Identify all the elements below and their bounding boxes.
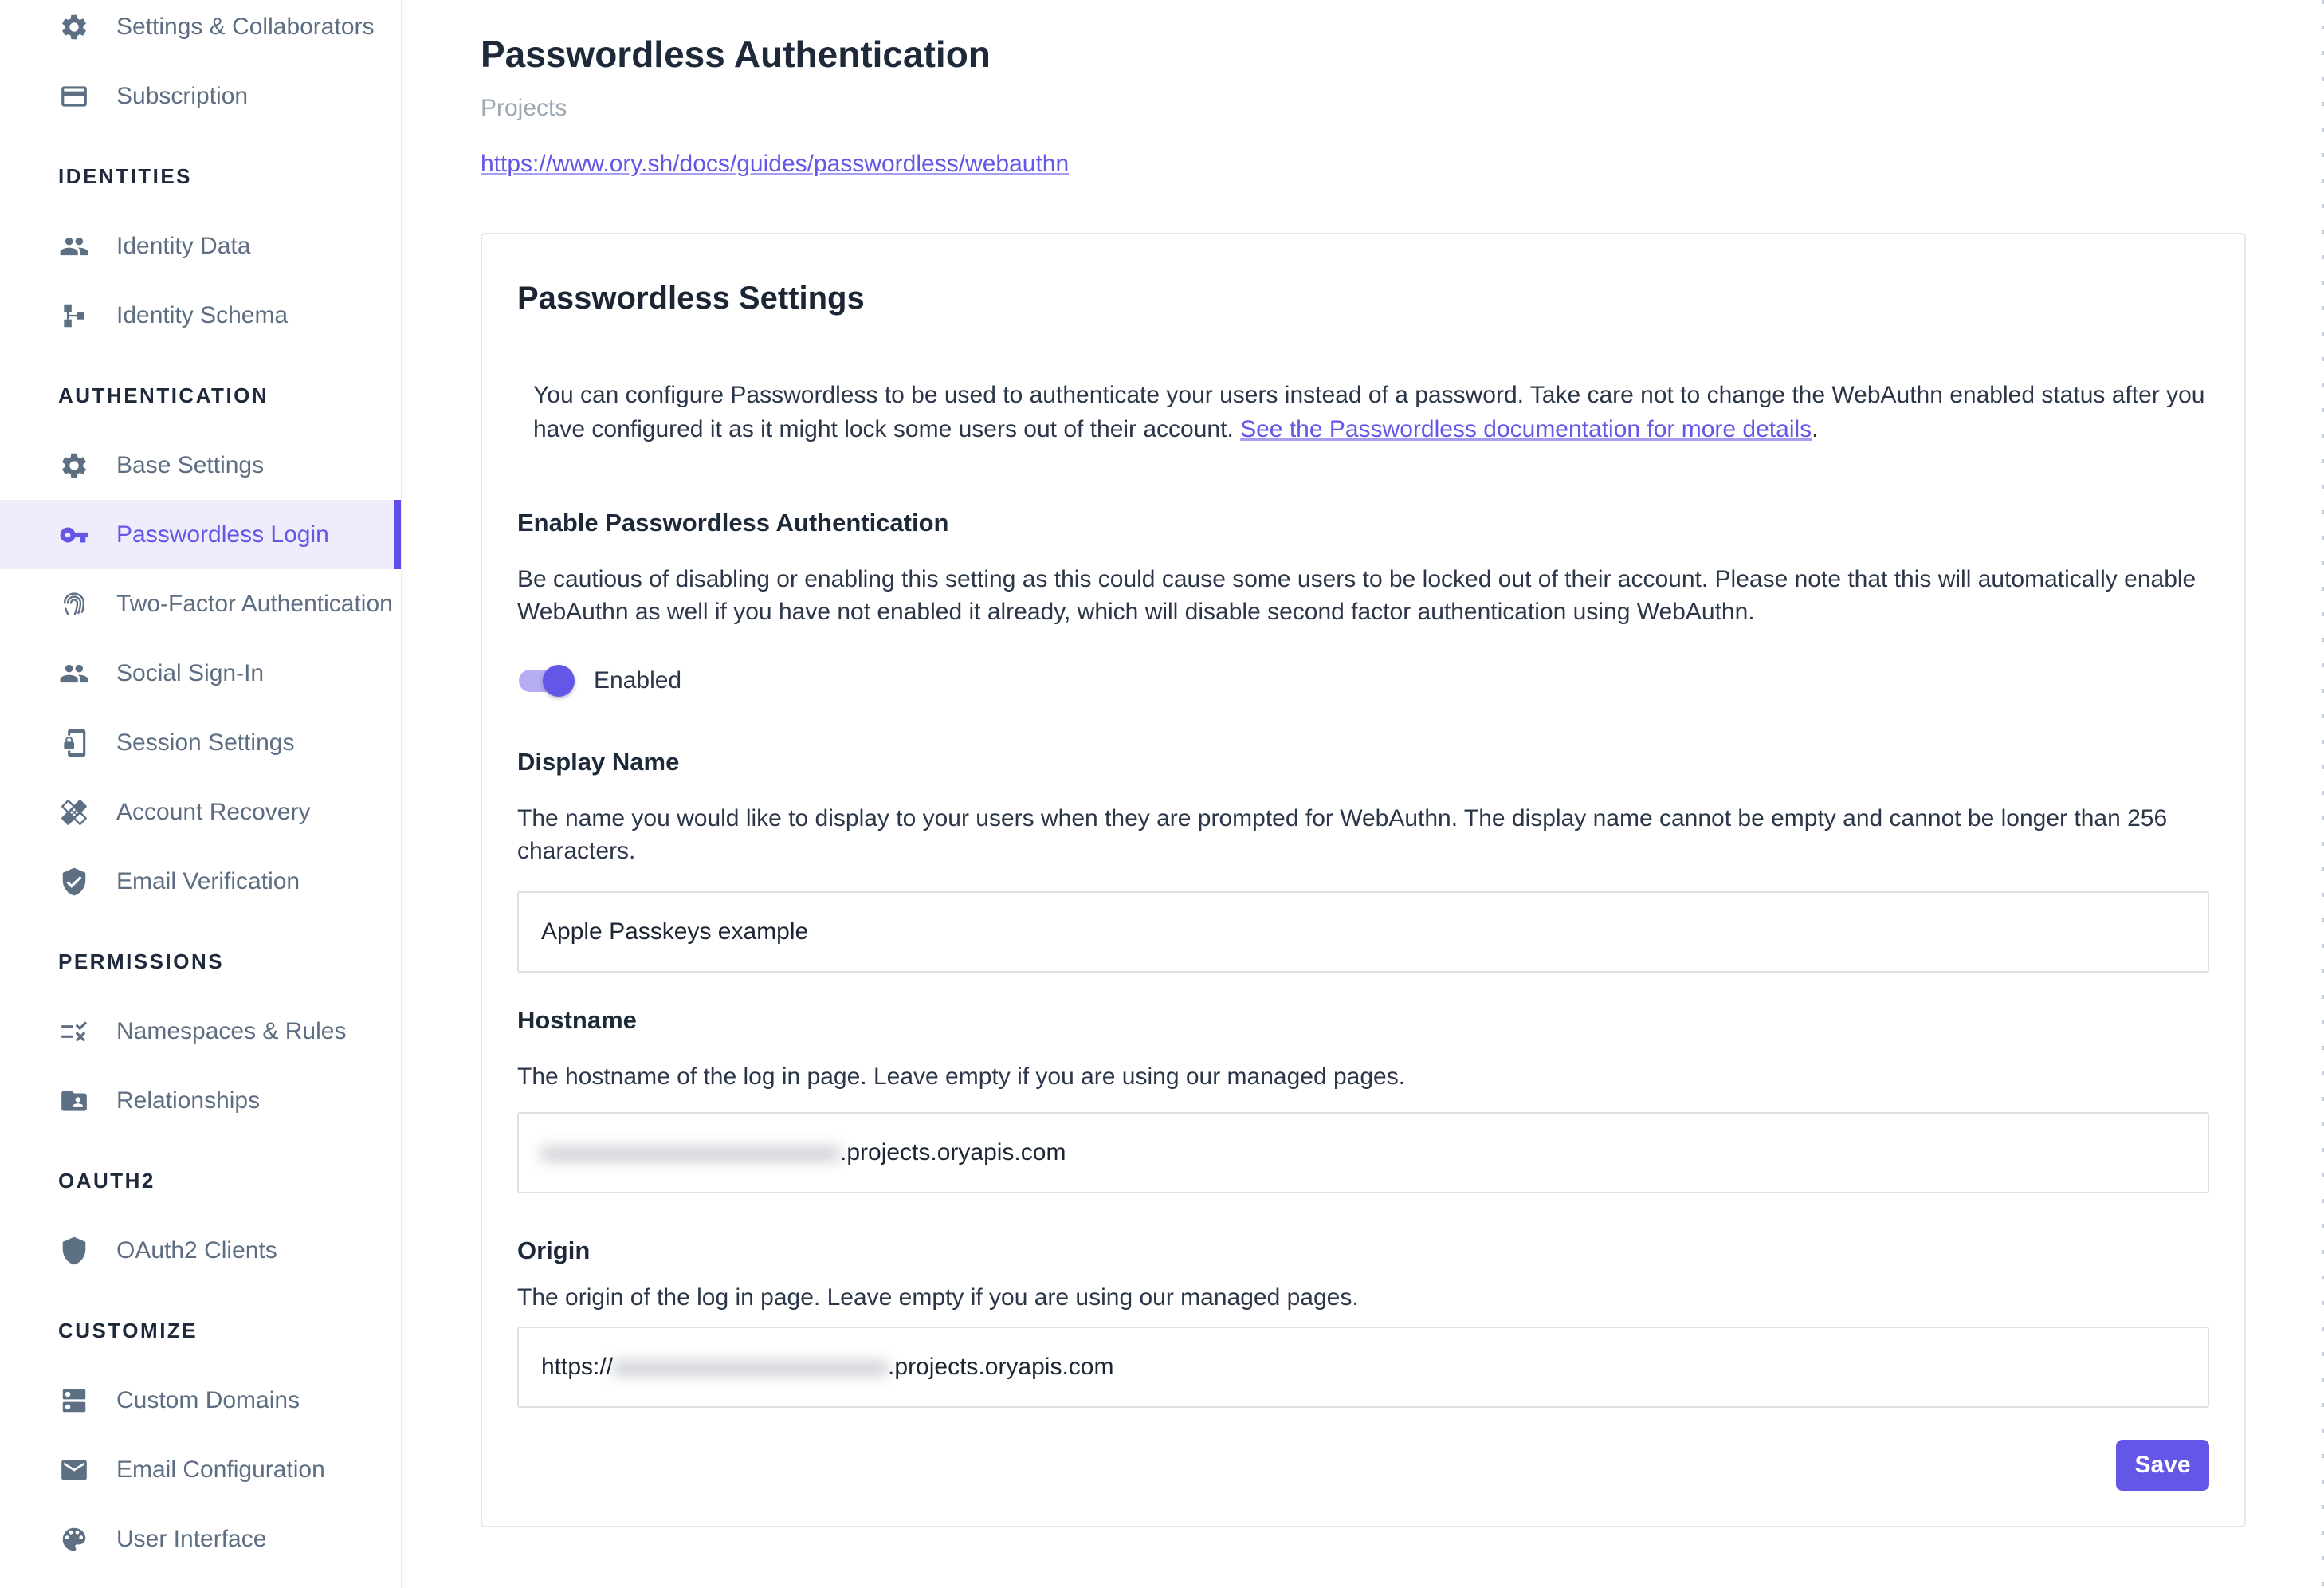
hostname-description: The hostname of the log in page. Leave empty if you are using our managed pages.: [517, 1063, 1406, 1090]
hostname-input[interactable]: [517, 1112, 2209, 1193]
origin-description: The origin of the log in page. Leave empty if you are using our managed pages.: [517, 1284, 1359, 1311]
origin-suffix: .projects.oryapis.com: [888, 1354, 1114, 1380]
origin-input[interactable]: [517, 1327, 2209, 1408]
card-intro: [533, 378, 2209, 446]
origin-heading: Origin: [517, 1236, 591, 1264]
sidebar-item-session-settings[interactable]: [0, 708, 401, 777]
sidebar-item-settings-collaborators[interactable]: [0, 0, 401, 61]
sidebar-item-relationships[interactable]: [0, 1066, 401, 1135]
toggle-thumb: [543, 665, 575, 697]
section-header-oauth2: OAUTH2: [58, 1169, 155, 1193]
sidebar-item-namespaces-rules[interactable]: [0, 996, 401, 1066]
display-name-value: Apple Passkeys example: [541, 918, 809, 945]
sidebar-item-email-verification[interactable]: [0, 847, 401, 916]
toggle-label: Enabled: [594, 667, 682, 694]
enable-toggle-row: [517, 663, 2209, 698]
sidebar-item-label: Identity Schema: [116, 301, 289, 328]
people-icon: [58, 658, 90, 690]
people-icon: [58, 230, 90, 262]
fingerprint-icon: [58, 588, 90, 620]
origin-redacted-value: xxxxxxxxxxxxxxxxxxxxxxx: [613, 1354, 889, 1380]
display-name-description: The name you would like to display to your users when they are prompted for WebAuthn. The display name cannot be empty and cannot be longer than 256 characters.: [517, 805, 2168, 864]
sidebar-item-two-factor-authentication[interactable]: [0, 569, 401, 639]
folder-person-icon: [58, 1085, 90, 1117]
key-icon: [58, 519, 90, 551]
display-name-heading: Display Name: [517, 748, 680, 776]
main-content: [404, 0, 2324, 1588]
passwordless-enabled-toggle[interactable]: [517, 663, 575, 698]
display-name-input[interactable]: [517, 891, 2209, 973]
sidebar-item-label: Namespaces & Rules: [116, 1017, 347, 1044]
email-icon: [58, 1454, 90, 1486]
sidebar-item-label: Base Settings: [116, 451, 265, 478]
card-title: Passwordless Settings: [517, 281, 865, 316]
sidebar-item-label: Passwordless Login: [116, 521, 329, 548]
hostname-redacted-value: xxxxxxxxxxxxxxxxxxxxxxxxx: [541, 1139, 840, 1165]
sidebar-item-oauth2-clients[interactable]: [0, 1216, 401, 1285]
docs-link[interactable]: https://www.ory.sh/docs/guides/passwordless/webauthn: [481, 151, 1070, 177]
schema-icon: [58, 300, 90, 332]
intro-text: You can configure Passwordless to be used to authenticate your users instead of a password. Take care not to change the WebAuthn enabled status after you have configured it as it might lock some users out of their account.: [533, 382, 2205, 442]
sidebar-item-passwordless-login[interactable]: [0, 500, 401, 569]
sidebar-item-label: Two-Factor Authentication: [116, 590, 393, 617]
section-header-identities: IDENTITIES: [58, 164, 193, 188]
section-header-permissions: PERMISSIONS: [58, 949, 225, 973]
sidebar-item-custom-domains[interactable]: [0, 1366, 401, 1435]
sidebar-item-identity-data[interactable]: [0, 211, 401, 281]
phone-lock-icon: [58, 727, 90, 759]
shield-check-icon: [58, 866, 90, 898]
healing-icon: [58, 796, 90, 828]
rule-icon: [58, 1016, 90, 1048]
sidebar-item-label: Account Recovery: [116, 798, 311, 825]
save-row: [517, 1440, 2209, 1491]
sidebar-item-base-settings[interactable]: [0, 430, 401, 500]
hostname-heading: Hostname: [517, 1006, 637, 1034]
enable-description: Be cautious of disabling or enabling this setting as this could cause some users to be locked out of their account. Please note that this will automatically enable WebAuthn as well if you have not enabled it already, which will disable second factor authentication using WebAuthn.: [517, 566, 2196, 625]
sidebar-item-user-interface[interactable]: [0, 1504, 401, 1574]
sidebar-item-account-recovery[interactable]: [0, 777, 401, 847]
sidebar: [0, 0, 402, 1588]
sidebar-item-label: Relationships: [116, 1087, 261, 1114]
credit-card-icon: [58, 81, 90, 112]
shield-icon: [58, 1235, 90, 1267]
sidebar-item-label: Subscription: [116, 82, 249, 109]
intro-suffix: .: [1812, 416, 1819, 442]
save-button[interactable]: Save: [2116, 1440, 2209, 1491]
dns-icon: [58, 1385, 90, 1417]
sidebar-item-label: OAuth2 Clients: [116, 1236, 277, 1264]
settings-icon: [58, 450, 90, 482]
page-title: Passwordless Authentication: [481, 33, 991, 75]
passwordless-docs-link[interactable]: See the Passwordless documentation for more details: [1240, 416, 1812, 442]
sidebar-item-social-sign-in[interactable]: [0, 639, 401, 708]
sidebar-item-label: Settings & Collaborators: [116, 13, 375, 40]
sidebar-item-label: User Interface: [116, 1525, 267, 1552]
sidebar-item-label: Social Sign-In: [116, 659, 265, 686]
section-header-authentication: AUTHENTICATION: [58, 383, 269, 407]
enable-heading: Enable Passwordless Authentication: [517, 509, 949, 537]
sidebar-item-label: Email Configuration: [116, 1456, 325, 1483]
sidebar-item-label: Custom Domains: [116, 1386, 300, 1413]
palette-icon: [58, 1523, 90, 1555]
sidebar-nav: [0, 0, 401, 1574]
sidebar-item-identity-schema[interactable]: [0, 281, 401, 350]
hostname-suffix: .projects.oryapis.com: [840, 1139, 1066, 1165]
sidebar-item-label: Email Verification: [116, 867, 300, 894]
breadcrumb: Projects: [481, 95, 567, 121]
section-header-customize: CUSTOMIZE: [58, 1319, 198, 1342]
settings-icon: [58, 11, 90, 43]
passwordless-settings-card: [481, 233, 2246, 1527]
sidebar-item-label: Session Settings: [116, 729, 295, 756]
origin-prefix: https://: [541, 1354, 614, 1380]
sidebar-item-subscription[interactable]: [0, 61, 401, 131]
sidebar-item-label: Identity Data: [116, 232, 251, 259]
sidebar-item-email-configuration[interactable]: [0, 1435, 401, 1504]
